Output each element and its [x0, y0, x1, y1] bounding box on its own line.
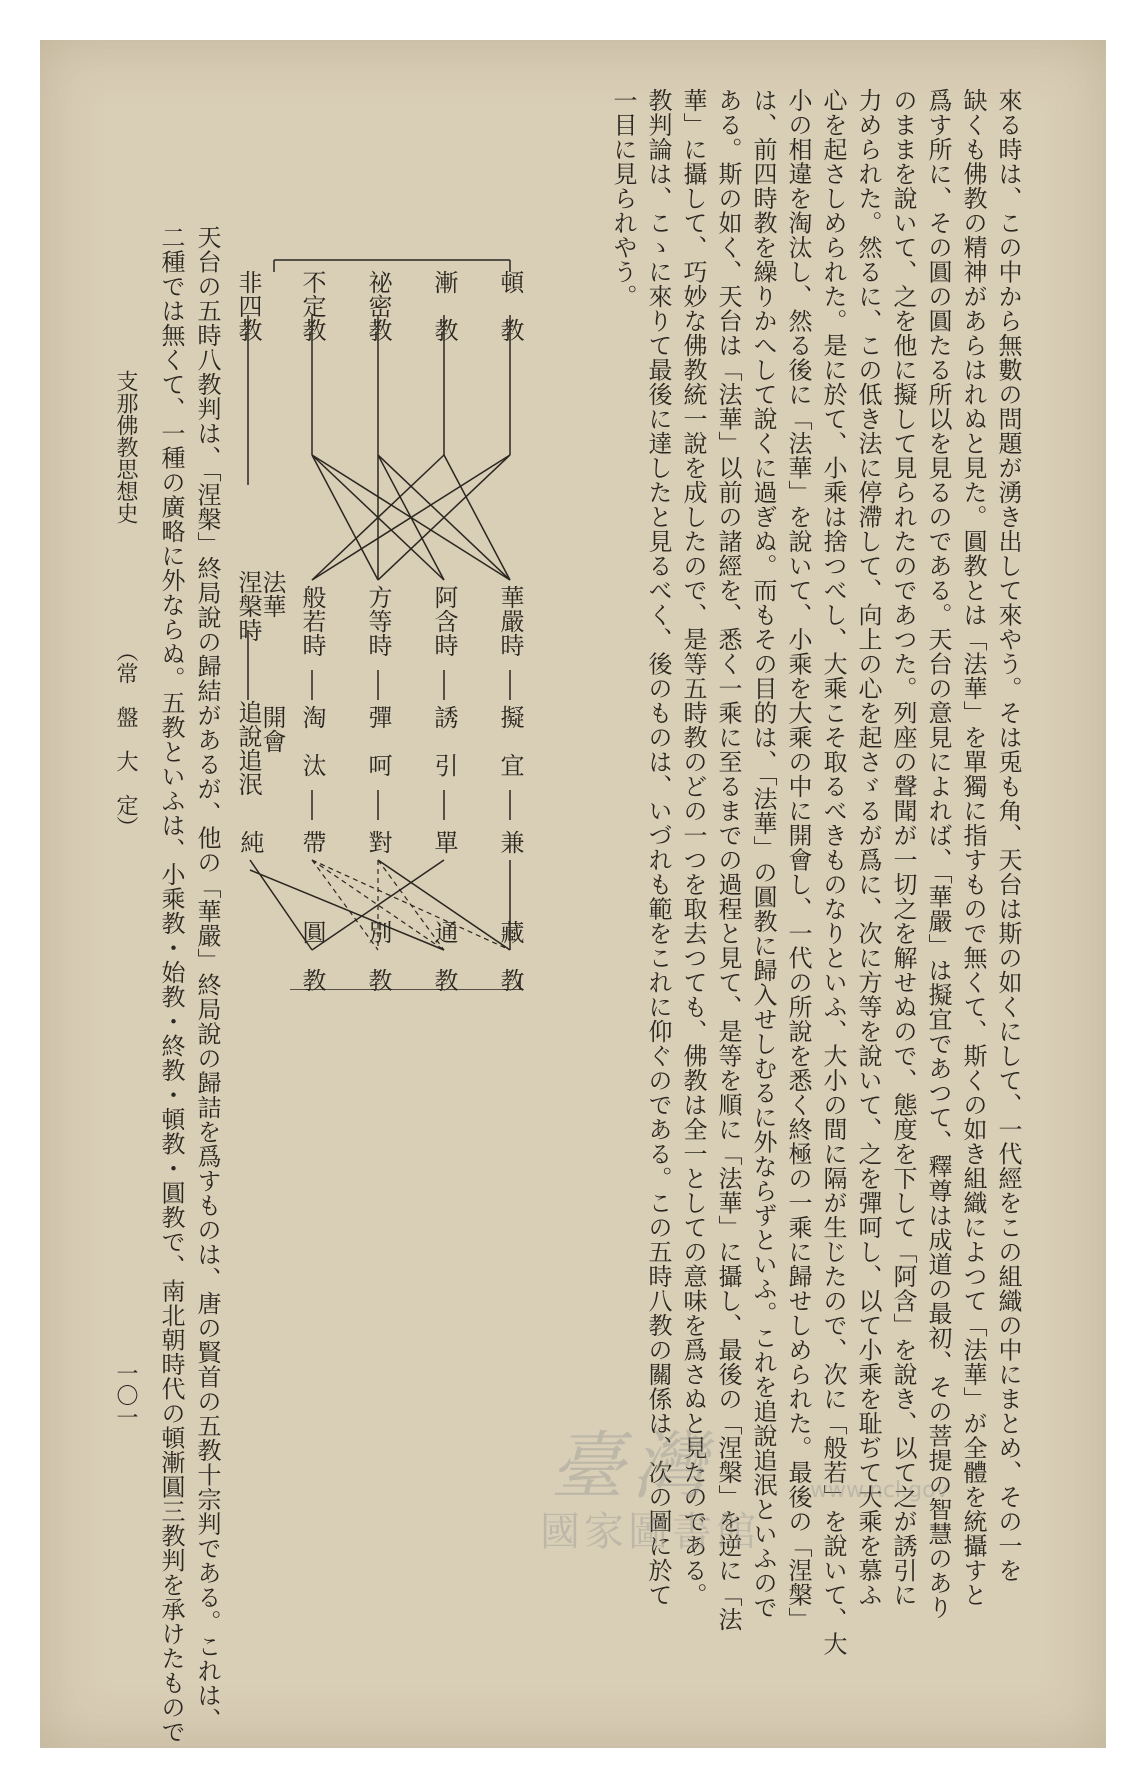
- label-distinct-doctrine: 別 教: [364, 920, 392, 992]
- watermark-url: www.ncl.gov: [810, 1478, 949, 1503]
- book-title: 支那佛教思想史: [113, 370, 138, 524]
- label-common-doctrine: 通 教: [430, 920, 458, 992]
- page-number: 一〇一: [113, 1362, 138, 1428]
- label-perfect-doctrine: 圓 教: [298, 920, 326, 992]
- label-tripitaka-doctrine: 藏 教: [496, 920, 524, 992]
- text-line: 力められた。然るに、この低き法に停滯して、向上の心を起さゞるが爲に、次に方等を說いて、之を彈呵し、以て小乘を耻ぢて大乘を慕ふ: [854, 88, 882, 1607]
- watermark-script: 臺灣: [550, 1424, 714, 1510]
- text-line: 小の相違を淘汰し、然る後に「法華」を說いて、小乘を大乘の中に開會し、一代の所說を悉く終極の一乘に歸せしめられた。最後の「涅槃」: [784, 88, 812, 1632]
- label-pure: 純: [236, 830, 264, 854]
- label-sudden-teaching: 頓 教: [496, 270, 524, 342]
- author-name: （常 盤 大 定）: [113, 640, 138, 838]
- text-line: 心を起さしめられた。是に於て、小乘は捨つべし、大乘こそ取るべきものなりといふ、大小の間に隔が生じたので、次に「般若」を說いて、大: [819, 88, 847, 1656]
- text-line: 一目に見られやう。: [609, 88, 637, 309]
- book-page: [40, 40, 1106, 1748]
- label-method-6: 追說追泯: [234, 700, 262, 796]
- label-method-1: 擬 宜: [496, 705, 524, 777]
- label-kegon-period: 華嚴時: [496, 585, 524, 657]
- text-line: 爲す所に、その圓の圓たる所以を見るのである。天台の意見によれば、「華嚴」は擬宜であつて、釋尊は成道の最初、その菩提の智慧のあり: [924, 88, 952, 1620]
- label-single: 單: [430, 830, 458, 854]
- label-agama-period: 阿含時: [430, 585, 458, 657]
- label-method-5: 開會: [258, 705, 286, 753]
- label-nirvana-period: 涅槃時: [234, 570, 262, 642]
- text-line: 二種では無くて、一種の廣略に外ならぬ。五教といふは、小乘教・始教・終教・頓教・圓教で、南北朝時代の頓漸圓三教判を承けたもので: [157, 225, 185, 1744]
- label-method-4: 淘 汰: [298, 705, 326, 777]
- watermark-library-name: 國家圖書館: [540, 1509, 760, 1555]
- label-vaipulya-period: 方等時: [364, 585, 392, 657]
- label-with: 帶: [298, 830, 326, 854]
- label-method-3: 彈 呵: [364, 705, 392, 777]
- label-indeterminate-teaching: 不定教: [298, 270, 326, 342]
- label-secret-teaching: 祕密教: [364, 270, 392, 342]
- label-gradual-teaching: 漸 教: [430, 270, 458, 342]
- label-non-four-teaching: 非四教: [234, 270, 262, 342]
- label-combined: 兼: [496, 830, 524, 854]
- text-line: のままを說いて、之を他に擬して見られたのであつた。列座の聲聞が一切之を解せぬので、態度を下して「阿含」を說き、以て之が誘引に: [889, 88, 917, 1607]
- text-line: 來る時は、この中から無數の問題が湧き出して來やう。そは兎も角、天台は斯の如くにして、一代經をこの組織の中にまとめ、その一を: [994, 88, 1022, 1583]
- five-periods-eight-teachings-diagram: [220, 230, 620, 990]
- text-line: は、前四時教を繰りかへして說くに過ぎぬ。而もその目的は、「法華」の圓教に歸入せしむるに外ならずといふ。これを追說追泯といふので: [749, 88, 777, 1620]
- label-prajna-period: 般若時: [298, 585, 326, 657]
- text-line: 華」に攝して、巧妙な佛教統一說を成したので、是等五時教のどの一つを取去つても、佛教は全一としての意味を爲さぬと見たのである。: [679, 88, 707, 1607]
- label-lotus: 法華: [258, 570, 286, 618]
- label-method-2: 誘 引: [430, 705, 458, 777]
- text-line: ある。斯の如く、天台は「法華」以前の諸經を、悉く一乘に至るまでの過程と見て、是等を順に「法華」に攝し、最後の「涅槃」を逆に「法: [714, 88, 742, 1632]
- text-line: 天台の五時八教判は、「涅槃」終局說の歸結があるが、他の「華嚴」終局說の歸詰を爲すものは、唐の賢首の五教十宗判である。これは、: [193, 225, 221, 1732]
- text-line: 缺くも佛教の精神があらはれぬと見た。圓教とは「法華」を單獨に指すもので無くて、斯くの如き組織によつて「法華」が全體を統攝すと: [959, 88, 987, 1607]
- label-contrast: 對: [364, 830, 392, 854]
- text-line: 教判論は、こゝに來りて最後に達したと見るべく、後のものは、いづれも範をこれに仰ぐのである。この五時八教の關係は、次の圖に於て: [644, 88, 672, 1607]
